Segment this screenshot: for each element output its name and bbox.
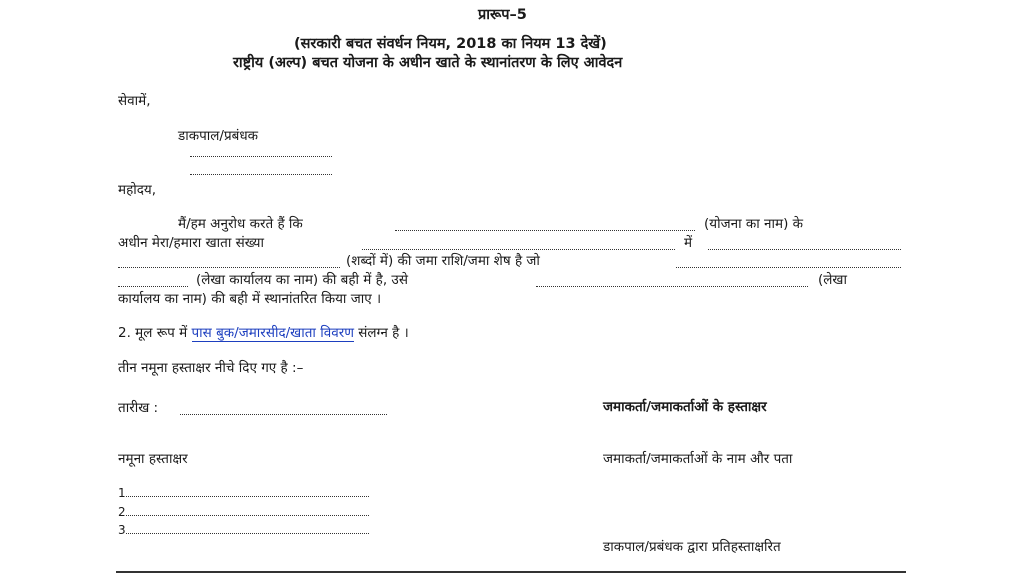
amount-words-field[interactable] (118, 255, 340, 268)
depositor-signature-label: जमाकर्ता/जमाकर्ताओं के हस्ताक्षर (603, 399, 767, 415)
amount-figures-field[interactable] (708, 237, 901, 250)
rule-reference: (सरकारी बचत संवर्धन नियम, 2018 का नियम 13 देखें) (294, 36, 607, 52)
attachment-link[interactable]: पास बुक/जमारसीद/खाता विवरण (191, 325, 354, 341)
body-line-4-start: (लेखा कार्यालय का नाम) की बही में है, उसे (196, 272, 408, 288)
attachment-line (118, 323, 409, 341)
form-title: राष्ट्रीय (अल्प) बचत योजना के अधीन खाते के स्थानांतरण के लिए आवेदन (233, 55, 623, 71)
body-line-4-end: (लेखा (818, 272, 847, 288)
body-line-2-start: अधीन मेरा/हमारा खाता संख्या (118, 235, 264, 251)
specimen-line-1[interactable]: 1 (118, 486, 369, 500)
depositor-name-address-label: जमाकर्ता/जमाकर्ताओं के नाम और पता (603, 451, 793, 467)
form-number: प्रारूप–5 (478, 7, 527, 23)
recipient-label: डाकपाल/प्रबंधक (178, 128, 259, 144)
transfer-office-field[interactable] (536, 274, 808, 287)
date-label: तारीख : (118, 400, 159, 416)
scheme-name-field[interactable] (395, 218, 695, 231)
bottom-divider (116, 571, 906, 573)
body-line-2-mid: में (684, 235, 693, 251)
body-line-1-start: मैं/हम अनुरोध करते हैं कि (178, 216, 303, 232)
to-label: सेवामें, (118, 93, 151, 109)
specimen-line-3[interactable]: 3 (118, 523, 369, 537)
body-line-3: (शब्दों में) की जमा राशि/जमा शेष है जो (346, 253, 540, 269)
recipient-line-2[interactable] (190, 162, 332, 175)
account-office-field[interactable] (118, 274, 188, 287)
attachment-prefix: 2. मूल रूप में (118, 325, 188, 341)
recipient-line-1[interactable] (190, 144, 332, 157)
attachment-suffix: संलग्न है । (358, 325, 409, 341)
date-field[interactable] (180, 402, 387, 415)
body-line-1-end: (योजना का नाम) के (704, 216, 804, 232)
balance-field[interactable] (676, 255, 901, 268)
body-line-5: कार्यालय का नाम) की बही में स्थानांतरित किया जाए । (118, 291, 382, 307)
specimen-label: नमूना हस्ताक्षर (118, 451, 188, 467)
account-number-field[interactable] (362, 237, 675, 250)
specimen-note: तीन नमूना हस्ताक्षर नीचे दिए गए है :– (118, 360, 304, 376)
specimen-line-2[interactable]: 2 (118, 505, 369, 519)
countersigned-label: डाकपाल/प्रबंधक द्वारा प्रतिहस्ताक्षरित (603, 539, 781, 555)
salutation: महोदय, (118, 182, 157, 198)
